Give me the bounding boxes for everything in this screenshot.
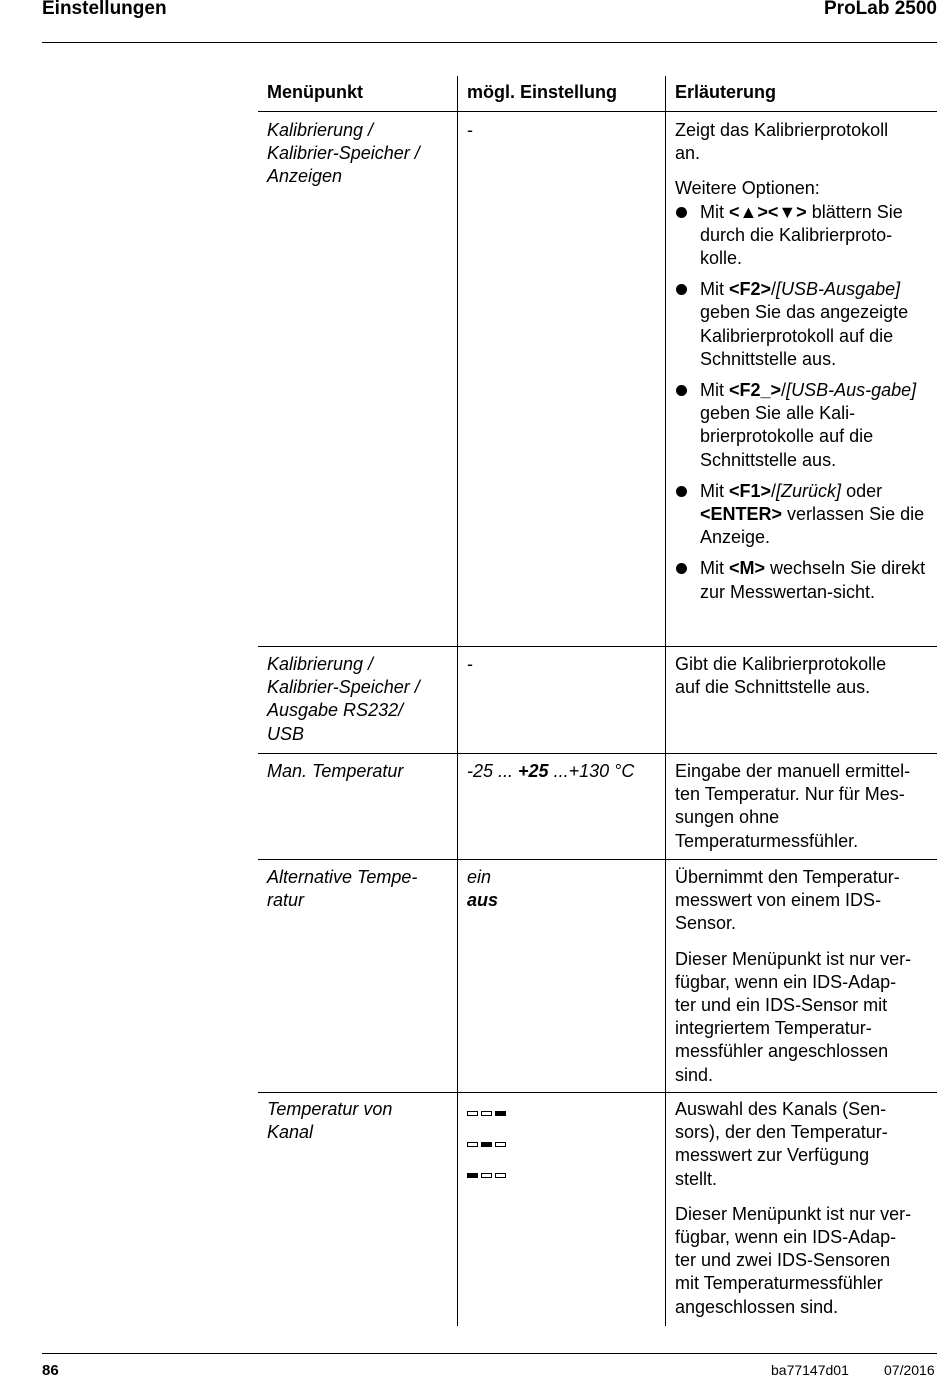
list-item: Mit <F2_>/[USB-Aus-gabe] geben Sie alle Kali-brierprotokolle auf die Schnittstelle aus. (675, 379, 930, 472)
header-product-name: ProLab 2500 (824, 0, 937, 19)
menu-item: Alternative Tempe- ratur (267, 867, 418, 911)
row-divider (258, 1092, 937, 1093)
column-divider (665, 76, 666, 1326)
header-section-title: Einstellungen (42, 0, 167, 19)
channel-empty-icon (467, 1111, 478, 1116)
option-on: ein (467, 867, 492, 887)
list-item: Mit <F2>/[USB-Ausgabe] geben Sie das angezeigte Kalibrierprotokoll auf die Schnittstelle aus. (675, 278, 930, 371)
column-header-explanation: Erläuterung (675, 82, 777, 102)
channel-option (467, 1163, 662, 1194)
menu-item: Kalibrierung / Kalibrier-Speicher / Anzeigen (267, 120, 420, 187)
channel-empty-icon (481, 1111, 492, 1116)
explanation: Auswahl des Kanals (Sen- sors), der den Temperatur- messwert zur Verfügung stellt. Dieser Menüpunkt ist nur ver- fügbar, wenn ein IDS-Adap- ter und zwei IDS-Sensoren mit Temperaturmessfühler angeschlossen sind. (675, 1099, 912, 1317)
row-divider (258, 111, 937, 112)
row-divider (258, 859, 937, 860)
row-divider (258, 753, 937, 754)
list-item: Mit <▲><▼> blättern Sie durch die Kalibrierproto-kolle. (675, 201, 930, 271)
channel-empty-icon (467, 1142, 478, 1147)
channel-selected-icon (467, 1173, 478, 1178)
setting-options (467, 866, 662, 912)
channel-empty-icon (495, 1173, 506, 1178)
bullet-icon (676, 207, 687, 218)
document-id: ba77147d01 (771, 1362, 849, 1378)
bullet-icon (676, 284, 687, 295)
column-header-menu: Menüpunkt (267, 82, 363, 102)
menu-item: Man. Temperatur (267, 761, 404, 781)
channel-selected-icon (481, 1142, 492, 1147)
column-header-setting: mögl. Einstellung (467, 82, 618, 102)
explanation: Gibt die Kalibrierprotokolle auf die Schnittstelle aus. (675, 654, 887, 698)
options-title: Weitere Optionen: (675, 178, 820, 199)
options-list (675, 201, 930, 604)
column-divider (457, 76, 458, 1326)
setting-value: - (467, 120, 473, 140)
list-item: Mit <M> wechseln Sie direkt zur Messwertan-sicht. (675, 557, 930, 603)
explanation: Eingabe der manuell ermittel- ten Temperatur. Nur für Mes- sungen ohne Temperaturmessfühler. (675, 761, 911, 851)
option-off-default: aus (467, 890, 499, 911)
document-date: 07/2016 (884, 1362, 935, 1378)
channel-empty-icon (481, 1173, 492, 1178)
menu-item: Temperatur von Kanal (267, 1099, 393, 1143)
channel-selected-icon (495, 1111, 506, 1116)
explanation: Übernimmt den Temperatur- messwert von einem IDS- Sensor. Dieser Menüpunkt ist nur ver- fügbar, wenn ein IDS-Adap- ter und ein IDS-Sensor mit integriertem Temperatur- messfühler angeschlossen sind. (675, 867, 912, 1085)
bullet-icon (676, 385, 687, 396)
channel-option (467, 1132, 662, 1163)
explanation: Zeigt das Kalibrierprotokoll an. Weitere Optionen: Mit <▲><▼> blättern Sie durch die Kalibrierproto-kolle. Mit <F2>/[USB-Ausgabe] geben Sie das angezeigte Kalibrierprotokoll auf die Schnittstelle aus. Mit <F2_>/[USB-Aus-gabe] geben Sie alle Kali-brierprotokolle auf die Schnittstelle aus. Mit <F1>/[Zurück] oder <ENTER> verlassen Sie die Anzeige. Mit <M> wechseln Sie direkt zur Messwertan-sicht. (675, 119, 930, 612)
channel-option (467, 1101, 662, 1132)
menu-item: Kalibrierung / Kalibrier-Speicher / Ausgabe RS232/ USB (267, 654, 420, 744)
setting-range: -25 ... +25 ...+130 °C (467, 761, 635, 781)
setting-value: - (467, 654, 473, 674)
header-rule (42, 42, 937, 43)
row-divider (258, 646, 937, 647)
settings-table (258, 76, 937, 1326)
bullet-icon (676, 486, 687, 497)
list-item: Mit <F1>/[Zurück] oder <ENTER> verlassen Sie die Anzeige. (675, 480, 930, 550)
channel-empty-icon (495, 1142, 506, 1147)
channel-options (467, 1101, 662, 1194)
bullet-icon (676, 563, 687, 574)
page-number: 86 (42, 1362, 59, 1379)
footer-rule (42, 1353, 937, 1354)
